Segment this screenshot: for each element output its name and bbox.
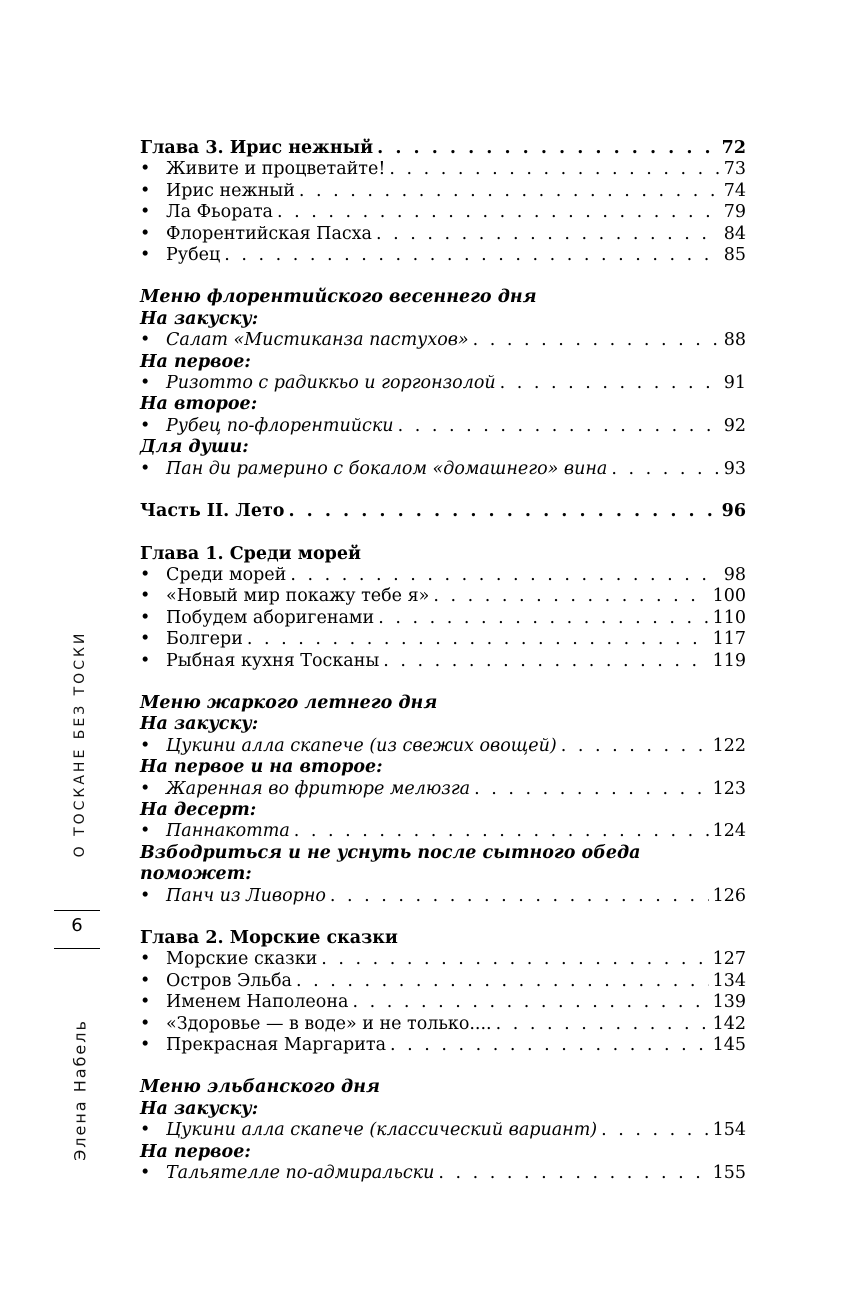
toc-chapter-1[interactable] (140, 544, 746, 565)
toc-title: Рыбная кухня Тосканы (166, 650, 380, 671)
bullet: • (140, 159, 151, 180)
author-name (40, 990, 120, 1190)
toc-item[interactable] (140, 971, 746, 992)
toc-title: Цукини алла скапече (из свежих овощей) (166, 735, 557, 756)
leader-dots (601, 1120, 708, 1141)
toc-page: 134 (712, 970, 746, 991)
toc-title: Побудем аборигенами (166, 607, 375, 628)
toc-page: 84 (723, 223, 746, 244)
toc-item[interactable] (140, 245, 746, 266)
bullet: • (140, 180, 151, 201)
leader-dots (224, 245, 720, 266)
bullet: • (140, 992, 151, 1013)
course-label: На закуску: (140, 1098, 259, 1119)
toc-title: Тальятелле по-адмиральски (166, 1163, 435, 1184)
leader-dots (500, 373, 720, 394)
toc-chapter-3[interactable] (140, 138, 746, 159)
toc-title: Рубец по-флорентийски (166, 415, 394, 436)
course-label: На второе: (140, 394, 258, 415)
author-name-text: Элена Набель (70, 1019, 90, 1161)
leader-dots (496, 1014, 709, 1035)
leader-dots (474, 779, 708, 800)
toc-title: Глава 1. Среди морей (140, 543, 361, 564)
leader-dots (398, 416, 720, 437)
toc-title: Живите и процветайте! (166, 159, 386, 180)
toc-title: Глава 3. Ирис нежный (140, 138, 374, 158)
toc-part-2[interactable] (140, 501, 746, 522)
toc-item[interactable] (140, 821, 746, 842)
toc-item[interactable] (140, 459, 746, 480)
toc-page: 142 (712, 1013, 746, 1034)
leader-dots (390, 1035, 709, 1056)
toc-title: Салат «Мистиканза пастухов» (166, 330, 469, 351)
course-label: На закуску: (140, 308, 259, 329)
leader-dots (294, 821, 709, 842)
menu-title: Меню жаркого летнего дня (140, 692, 438, 713)
bullet: • (140, 586, 151, 607)
toc-item[interactable] (140, 608, 746, 629)
bullet: • (140, 949, 151, 970)
leader-dots (473, 330, 720, 351)
toc-page: 92 (723, 415, 746, 436)
leader-dots (378, 608, 708, 629)
leader-dots (438, 1163, 708, 1184)
bullet: • (140, 245, 151, 266)
toc-page: 145 (712, 1035, 746, 1056)
toc-item[interactable] (140, 1120, 746, 1141)
bullet: • (140, 650, 151, 671)
leader-dots (288, 501, 717, 522)
spacer (140, 1056, 746, 1077)
spacer (140, 907, 746, 928)
toc-page: 91 (723, 373, 746, 394)
running-title (40, 604, 120, 884)
toc-title: Прекрасная Маргарита (166, 1035, 387, 1056)
toc-page: 85 (723, 245, 746, 266)
toc-page: 88 (723, 330, 746, 351)
running-title-text: О ТОСКАНЕ БЕЗ ТОСКИ (72, 630, 88, 858)
toc-item[interactable] (140, 949, 746, 970)
toc-page: 139 (712, 992, 746, 1013)
toc-page: 72 (721, 138, 746, 158)
leader-dots (561, 736, 709, 757)
toc-item[interactable] (140, 779, 746, 800)
toc-title: Остров Эльба (166, 970, 292, 991)
leader-dots (330, 886, 709, 907)
toc-page: 127 (712, 949, 746, 970)
leader-dots (383, 651, 708, 672)
toc-title: Жаренная во фритюре мелюзга (166, 778, 471, 799)
toc-item[interactable] (140, 565, 746, 586)
toc-page: 74 (723, 180, 746, 201)
bullet: • (140, 735, 151, 756)
bullet: • (140, 1163, 151, 1184)
course-label: Взбодриться и не уснуть после сытного обеда (140, 842, 641, 863)
toc-page: 154 (712, 1120, 746, 1141)
toc-title: Пан ди рамерино с бокалом «домашнего» вина (166, 458, 608, 479)
toc-title: Ла Фьората (166, 202, 273, 223)
toc-item[interactable] (140, 1035, 746, 1056)
toc-page: 98 (723, 564, 746, 585)
page-number-rule-bottom (54, 948, 100, 949)
leader-dots (321, 949, 708, 970)
toc-item[interactable] (140, 1014, 746, 1035)
course-label: На закуску: (140, 714, 259, 735)
toc-title: Морские сказки (166, 949, 318, 970)
table-of-contents (140, 138, 746, 1184)
toc-page: 124 (712, 821, 746, 842)
leader-dots (389, 159, 719, 180)
bullet: • (140, 564, 151, 585)
menu-title: Меню флорентийского весеннего дня (140, 287, 537, 308)
toc-item[interactable] (140, 651, 746, 672)
toc-page: 100 (712, 586, 746, 607)
menu-title: Меню эльбанского дня (140, 1077, 380, 1098)
toc-title: Болгери (166, 629, 243, 650)
page-number: 6 (71, 915, 83, 936)
toc-page: 96 (721, 501, 746, 522)
bullet: • (140, 415, 151, 436)
toc-item[interactable] (140, 330, 746, 351)
toc-page: 126 (712, 885, 746, 906)
toc-item[interactable] (140, 886, 746, 907)
leader-dots (352, 992, 708, 1013)
spacer (140, 480, 746, 501)
toc-page: 73 (723, 159, 746, 180)
bullet: • (140, 1013, 151, 1034)
leader-dots (247, 629, 709, 650)
toc-chapter-2[interactable] (140, 928, 746, 949)
course-label: На первое: (140, 1141, 251, 1162)
page-number-rule-top (54, 910, 100, 911)
toc-item[interactable] (140, 181, 746, 202)
course-label: Для души: (140, 437, 249, 458)
toc-title: Среди морей (166, 564, 287, 585)
toc-page: 122 (712, 735, 746, 756)
bullet: • (140, 629, 151, 650)
toc-title: Цукини алла скапече (классический вариант) (166, 1120, 598, 1141)
leader-dots (377, 138, 717, 159)
toc-title: Именем Наполеона (166, 992, 349, 1013)
toc-item[interactable] (140, 736, 746, 757)
toc-item[interactable] (140, 159, 746, 180)
toc-title: «Здоровье — в воде» и не только.... (166, 1013, 492, 1034)
leader-dots (299, 181, 720, 202)
leader-dots (296, 971, 709, 992)
toc-page: 119 (712, 650, 746, 671)
toc-title: Глава 2. Морские сказки (140, 928, 398, 948)
toc-item[interactable] (140, 586, 746, 607)
toc-item[interactable] (140, 1163, 746, 1184)
course-label: На первое: (140, 351, 251, 372)
course-label: На первое и на второе: (140, 757, 383, 778)
bullet: • (140, 821, 151, 842)
bullet: • (140, 202, 151, 223)
toc-page: 110 (712, 607, 746, 628)
course-label: На десерт: (140, 799, 257, 820)
bullet: • (140, 458, 151, 479)
toc-title: Панч из Ливорно (166, 885, 326, 906)
toc-page: 93 (723, 458, 746, 479)
leader-dots (376, 224, 720, 245)
toc-item[interactable] (140, 629, 746, 650)
toc-title: «Новый мир покажу тебе я» (166, 586, 430, 607)
bullet: • (140, 970, 151, 991)
toc-item[interactable] (140, 416, 746, 437)
toc-title: Рубец (166, 245, 221, 266)
toc-title: Ирис нежный (166, 180, 295, 201)
toc-item[interactable] (140, 224, 746, 245)
toc-item[interactable] (140, 992, 746, 1013)
leader-dots (290, 565, 719, 586)
toc-page: 117 (712, 629, 746, 650)
toc-title: Флорентийская Пасха (166, 223, 372, 244)
bullet: • (140, 373, 151, 394)
course-label: поможет: (140, 864, 252, 885)
spacer (140, 266, 746, 287)
bullet: • (140, 330, 151, 351)
leader-dots (433, 586, 708, 607)
toc-title: Паннакотта (166, 821, 290, 842)
bullet: • (140, 223, 151, 244)
toc-title: Ризотто с радиккьо и горгонзолой (166, 373, 496, 394)
bullet: • (140, 1120, 151, 1141)
bullet: • (140, 885, 151, 906)
toc-item[interactable] (140, 202, 746, 223)
leader-dots (277, 202, 720, 223)
bullet: • (140, 778, 151, 799)
toc-page: 155 (712, 1163, 746, 1184)
toc-page: 123 (712, 778, 746, 799)
leader-dots (611, 459, 719, 480)
toc-page: 79 (723, 202, 746, 223)
toc-title: Часть II. Лето (140, 501, 285, 522)
bullet: • (140, 1035, 151, 1056)
spacer (140, 523, 746, 544)
spacer (140, 672, 746, 693)
toc-item[interactable] (140, 373, 746, 394)
bullet: • (140, 607, 151, 628)
